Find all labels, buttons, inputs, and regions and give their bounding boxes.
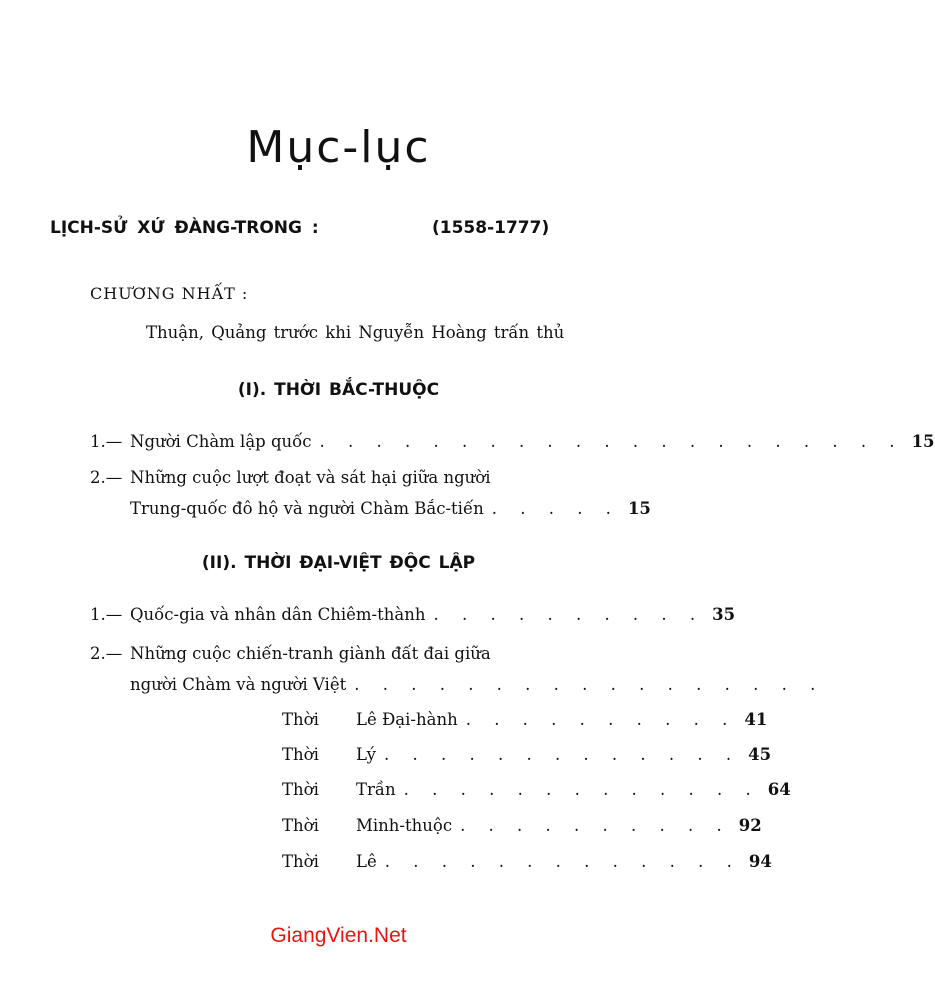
period-era: Thời <box>282 816 319 835</box>
chapter-heading: CHƯƠNG NHẤT : <box>90 284 249 303</box>
toc-entry-continued <box>130 499 651 518</box>
entry-label: Trung-quốc đô hộ và người Chàm Bắc-tiến <box>130 499 484 518</box>
entry-label: người Chàm và người Việt <box>130 675 347 694</box>
entry-label: Người Chàm lập quốc <box>130 432 312 451</box>
period-ruler: Minh-thuộc <box>356 816 453 835</box>
chapter-subtitle: Thuận, Quảng trước khi Nguyễn Hoàng trấn thủ <box>146 323 565 342</box>
period-page: 64 <box>767 780 791 799</box>
dot-leader: . . . . . . . . . . . . . <box>384 852 741 871</box>
part-2-heading: (II). THỜI ĐẠI-VIỆT ĐỘC LẬP <box>201 553 476 573</box>
period-entry[interactable] <box>282 745 772 764</box>
toc-entry[interactable] <box>90 644 626 663</box>
dot-leader: . . . . . . . . . . . . . . . . . . . . . <box>319 432 904 451</box>
dot-leader: . . . . . . . . . . <box>433 605 705 624</box>
entry-number: 2.— <box>90 644 123 663</box>
dot-leader: . . . . . . . . . . . . . <box>384 745 741 764</box>
entry-label: Quốc-gia và nhân dân Chiêm-thành <box>130 605 426 624</box>
period-era: Thời <box>282 852 319 871</box>
period-entry[interactable] <box>282 816 762 835</box>
entry-page: 15 <box>627 499 651 518</box>
entry-number: 2.— <box>90 468 123 487</box>
section-years: (1558-1777) <box>432 218 550 238</box>
entry-label: Những cuộc lượt đoạt và sát hại giữa người <box>130 468 491 487</box>
entry-label: Những cuộc chiến-tranh giành đất đai giữa <box>130 644 491 663</box>
dot-leader: . . . . . . . . . . . . . . . . . <box>354 675 825 694</box>
page-title: Mục-lục <box>246 122 431 173</box>
period-era: Thời <box>282 780 319 799</box>
period-page: 94 <box>748 852 772 871</box>
entry-page: 15 <box>911 432 935 451</box>
period-page: 92 <box>738 816 762 835</box>
part-1-heading: (I). THỜI BẮC-THUỘC <box>237 380 440 400</box>
toc-entry[interactable] <box>90 432 935 451</box>
dot-leader: . . . . . . . . . . . . . <box>403 780 760 799</box>
period-entry[interactable] <box>282 780 791 799</box>
period-page: 45 <box>748 745 772 764</box>
watermark: GiangVien.Net <box>270 924 407 947</box>
dot-leader: . . . . . <box>491 499 620 518</box>
entry-number: 1.— <box>90 432 123 451</box>
toc-entry-continued <box>130 675 825 694</box>
toc-entry[interactable] <box>90 468 626 487</box>
period-entry[interactable] <box>282 710 768 729</box>
section-heading <box>50 218 630 238</box>
section-name: LỊCH-SỬ XỨ ĐÀNG-TRONG : <box>50 218 319 238</box>
period-ruler: Lê Đại-hành <box>356 710 458 729</box>
entry-number: 1.— <box>90 605 123 624</box>
period-era: Thời <box>282 710 319 729</box>
period-ruler: Lý <box>356 745 376 764</box>
toc-entry[interactable] <box>90 605 736 624</box>
period-ruler: Trần <box>356 780 396 799</box>
period-era: Thời <box>282 745 319 764</box>
period-entry[interactable] <box>282 852 772 871</box>
period-ruler: Lê <box>356 852 377 871</box>
period-page: 41 <box>744 710 768 729</box>
dot-leader: . . . . . . . . . . <box>465 710 737 729</box>
dot-leader: . . . . . . . . . . <box>460 816 731 835</box>
entry-page: 35 <box>712 605 736 624</box>
